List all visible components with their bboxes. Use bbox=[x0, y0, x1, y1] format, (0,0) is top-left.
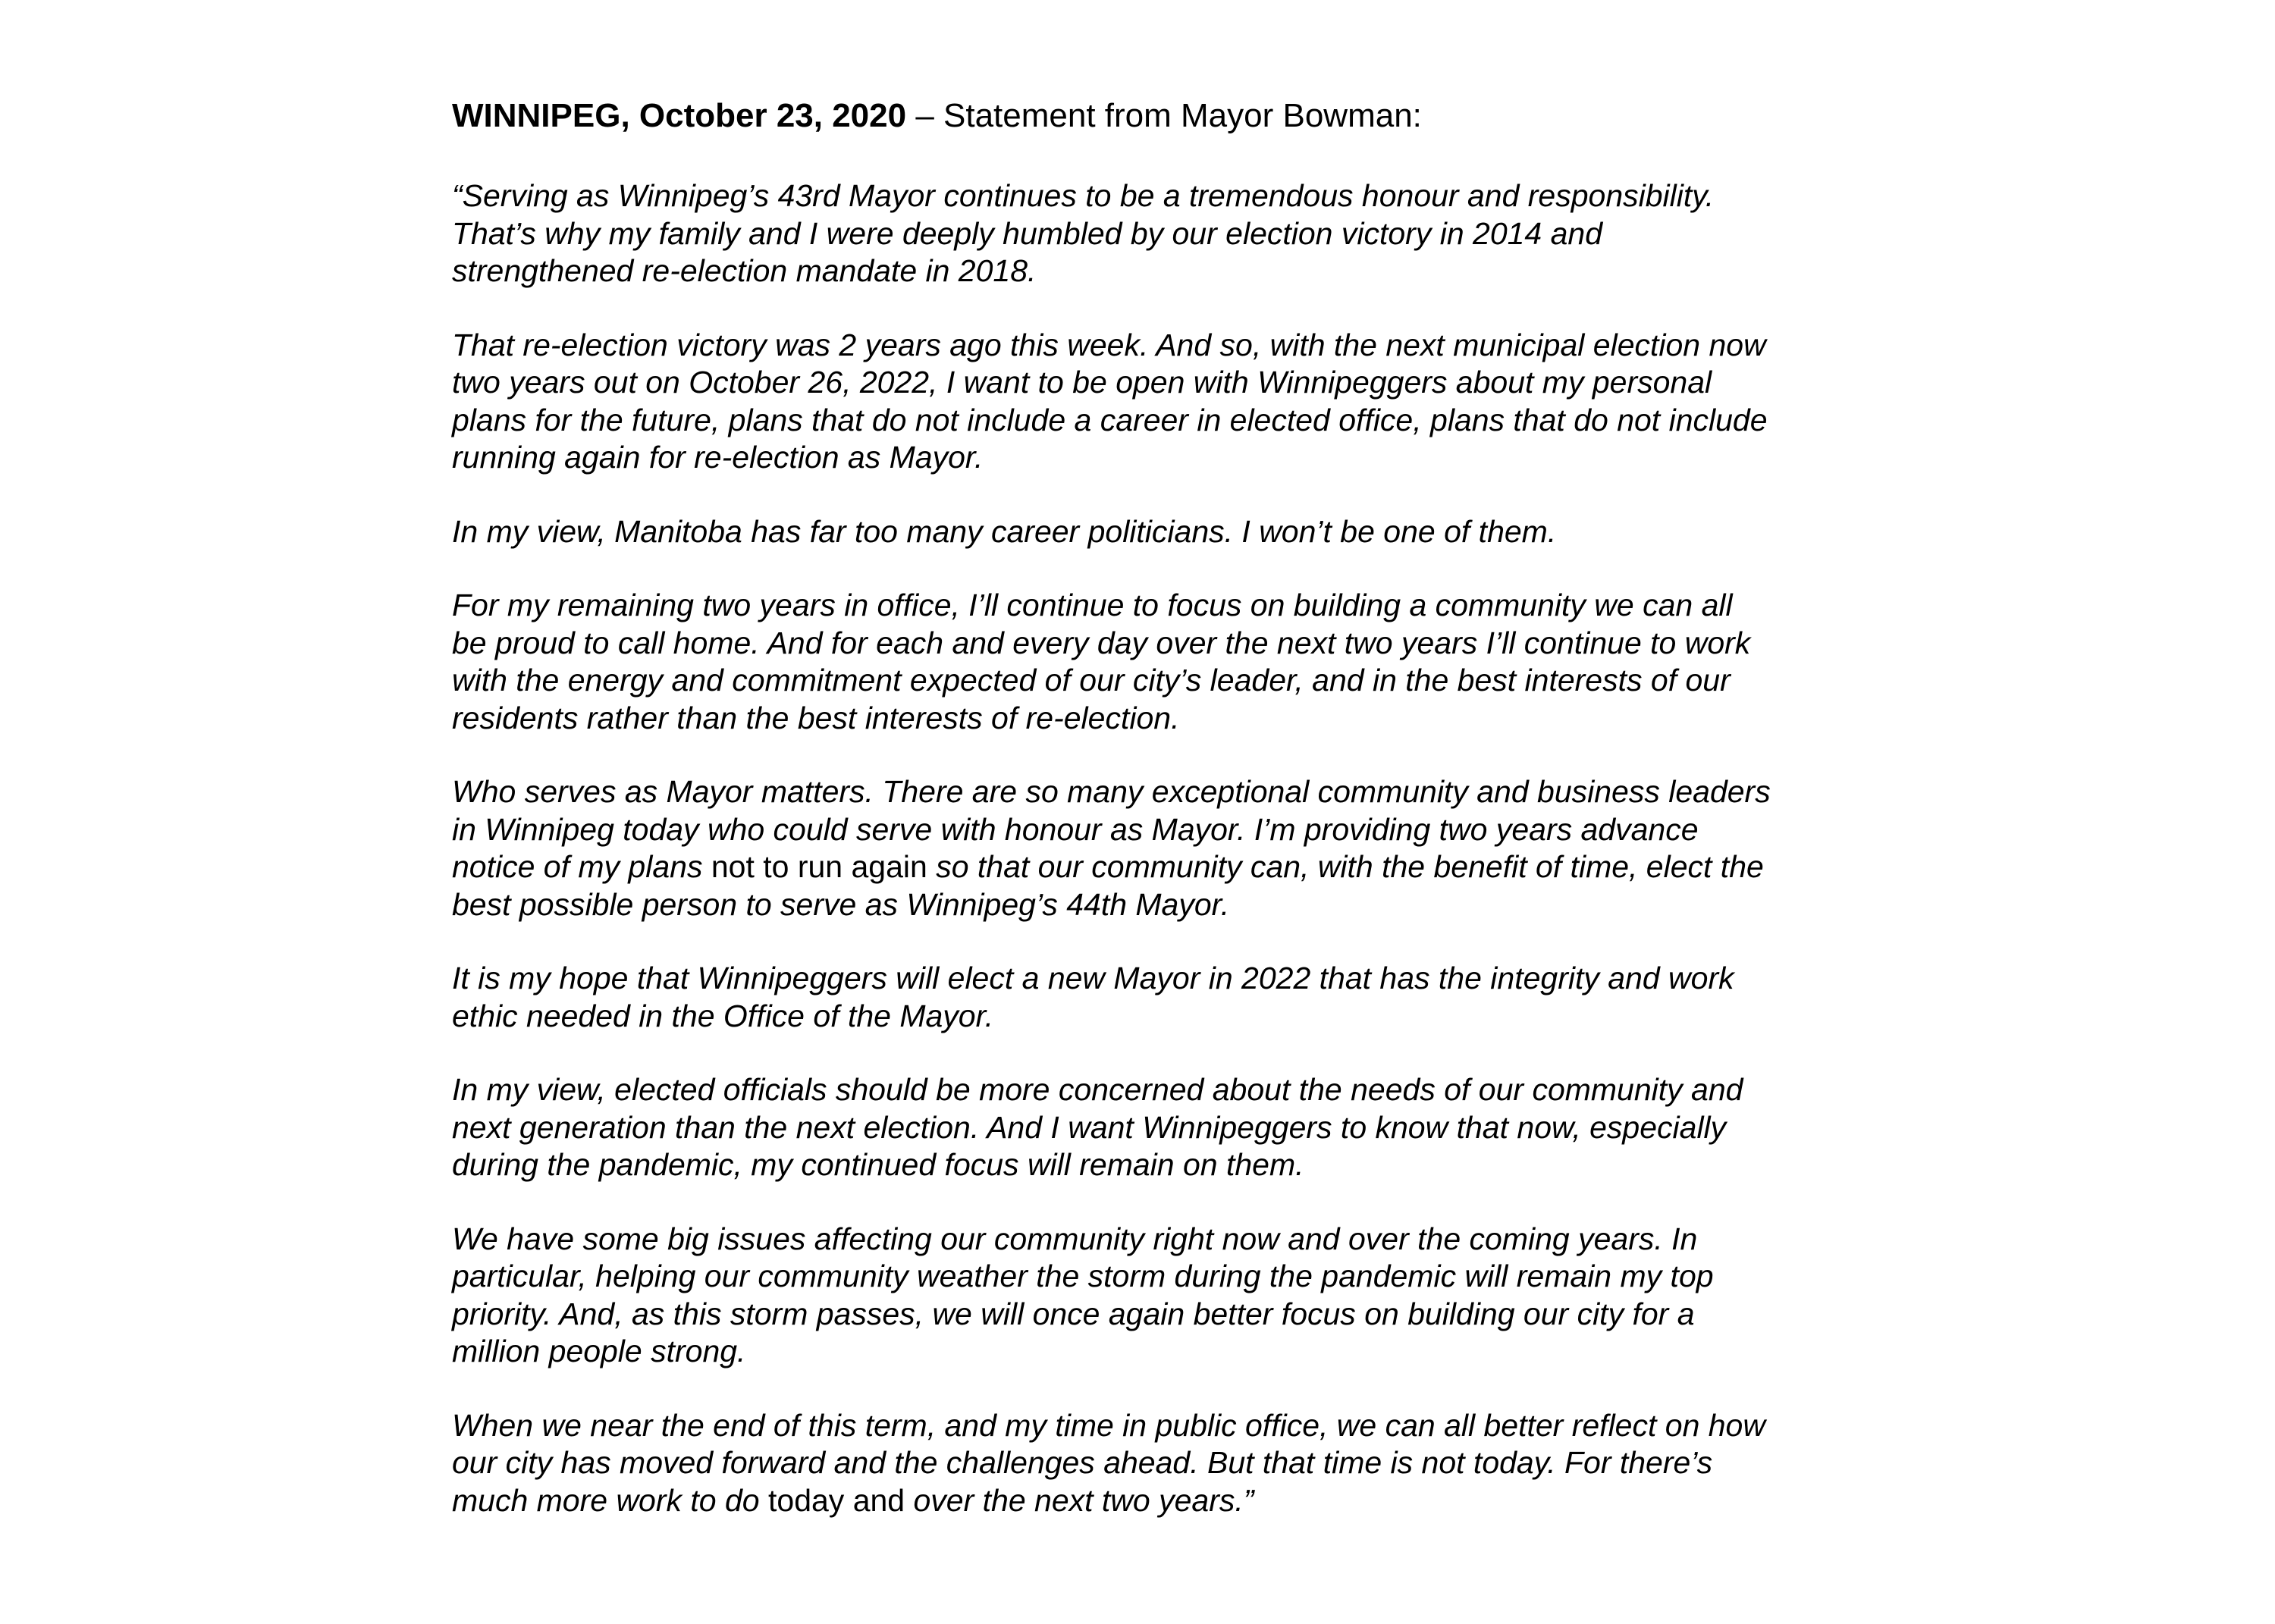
text-line: residents rather than the best interests of re-election. bbox=[452, 700, 1180, 735]
text-line: In my view, elected officials should be more concerned about the needs of our community and bbox=[452, 1072, 1743, 1107]
text-line: priority. And, as this storm passes, we will once again better focus on building our city for a bbox=[452, 1296, 1695, 1331]
text-line: two years out on October 26, 2022, I want to be open with Winnipeggers about my personal bbox=[452, 365, 1712, 400]
text-line: When we near the end of this term, and my time in public office, we can all better reflect on how bbox=[452, 1407, 1765, 1443]
paragraph-9 bbox=[452, 1407, 1847, 1520]
text-segment-upright: today and bbox=[768, 1482, 905, 1518]
text-line: in Winnipeg today who could serve with honour as Mayor. I’m providing two years advance bbox=[452, 811, 1699, 847]
text-line: million people strong. bbox=[452, 1334, 746, 1368]
text-line: That re-election victory was 2 years ago this week. And so, with the next municipal election now bbox=[452, 327, 1766, 362]
text-line: best possible person to serve as Winnipeg’s 44th Mayor. bbox=[452, 886, 1230, 922]
text-segment: notice of my plans bbox=[452, 849, 711, 884]
text-line: particular, helping our community weather the storm during the pandemic will remain my top bbox=[452, 1259, 1714, 1293]
paragraph-4 bbox=[452, 587, 1847, 737]
dateline bbox=[452, 97, 1847, 135]
statement-document bbox=[452, 97, 1847, 1556]
text-line: next generation than the next election. And I want Winnipeggers to know that now, especially bbox=[452, 1109, 1727, 1145]
text-line: ethic needed in the Office of the Mayor. bbox=[452, 998, 994, 1033]
text-line: strengthened re-election mandate in 2018. bbox=[452, 253, 1037, 288]
text-line: during the pandemic, my continued focus will remain on them. bbox=[452, 1147, 1304, 1182]
text-line: be proud to call home. And for each and every day over the next two years I’ll continue to work bbox=[452, 625, 1751, 660]
paragraph-2 bbox=[452, 327, 1847, 477]
paragraph-7 bbox=[452, 1071, 1847, 1184]
text-segment: so that our community can, with the benefit of time, elect the bbox=[927, 849, 1764, 884]
text-line: “Serving as Winnipeg’s 43rd Mayor continues to be a tremendous honour and responsibility. bbox=[452, 178, 1715, 213]
text-segment-upright: not to run again bbox=[711, 849, 927, 884]
paragraph-8 bbox=[452, 1221, 1847, 1371]
paragraph-5 bbox=[452, 773, 1847, 923]
text-line: with the energy and commitment expected of our city’s leader, and in the best interests of our bbox=[452, 663, 1731, 698]
dateline-place-date: WINNIPEG, October 23, 2020 bbox=[452, 97, 907, 134]
paragraph-1 bbox=[452, 177, 1847, 290]
paragraph-3 bbox=[452, 513, 1847, 551]
text-line: our city has moved forward and the challenges ahead. But that time is not today. For there’s bbox=[452, 1445, 1713, 1480]
text-line: Who serves as Mayor matters. There are so many exceptional community and business leaders bbox=[452, 774, 1771, 809]
text-segment: over the next two years.” bbox=[905, 1482, 1254, 1518]
text-line: It is my hope that Winnipeggers will elect a new Mayor in 2022 that has the integrity and work bbox=[452, 961, 1734, 995]
paragraph-6 bbox=[452, 960, 1847, 1035]
text-line: We have some big issues affecting our community right now and over the coming years. In bbox=[452, 1221, 1698, 1256]
text-segment: much more work to do bbox=[452, 1482, 768, 1518]
text-line: For my remaining two years in office, I’ll continue to focus on building a community we can all bbox=[452, 588, 1733, 622]
dateline-title: – Statement from Mayor Bowman: bbox=[906, 97, 1422, 134]
text-line: In my view, Manitoba has far too many career politicians. I won’t be one of them. bbox=[452, 513, 1557, 549]
text-line: plans for the future, plans that do not include a career in elected office, plans that do not include bbox=[452, 402, 1768, 437]
text-line bbox=[452, 848, 1847, 886]
text-line bbox=[452, 1482, 1847, 1520]
text-line: running again for re-election as Mayor. bbox=[452, 440, 984, 475]
text-line: That’s why my family and I were deeply humbled by our election victory in 2014 and bbox=[452, 215, 1603, 251]
